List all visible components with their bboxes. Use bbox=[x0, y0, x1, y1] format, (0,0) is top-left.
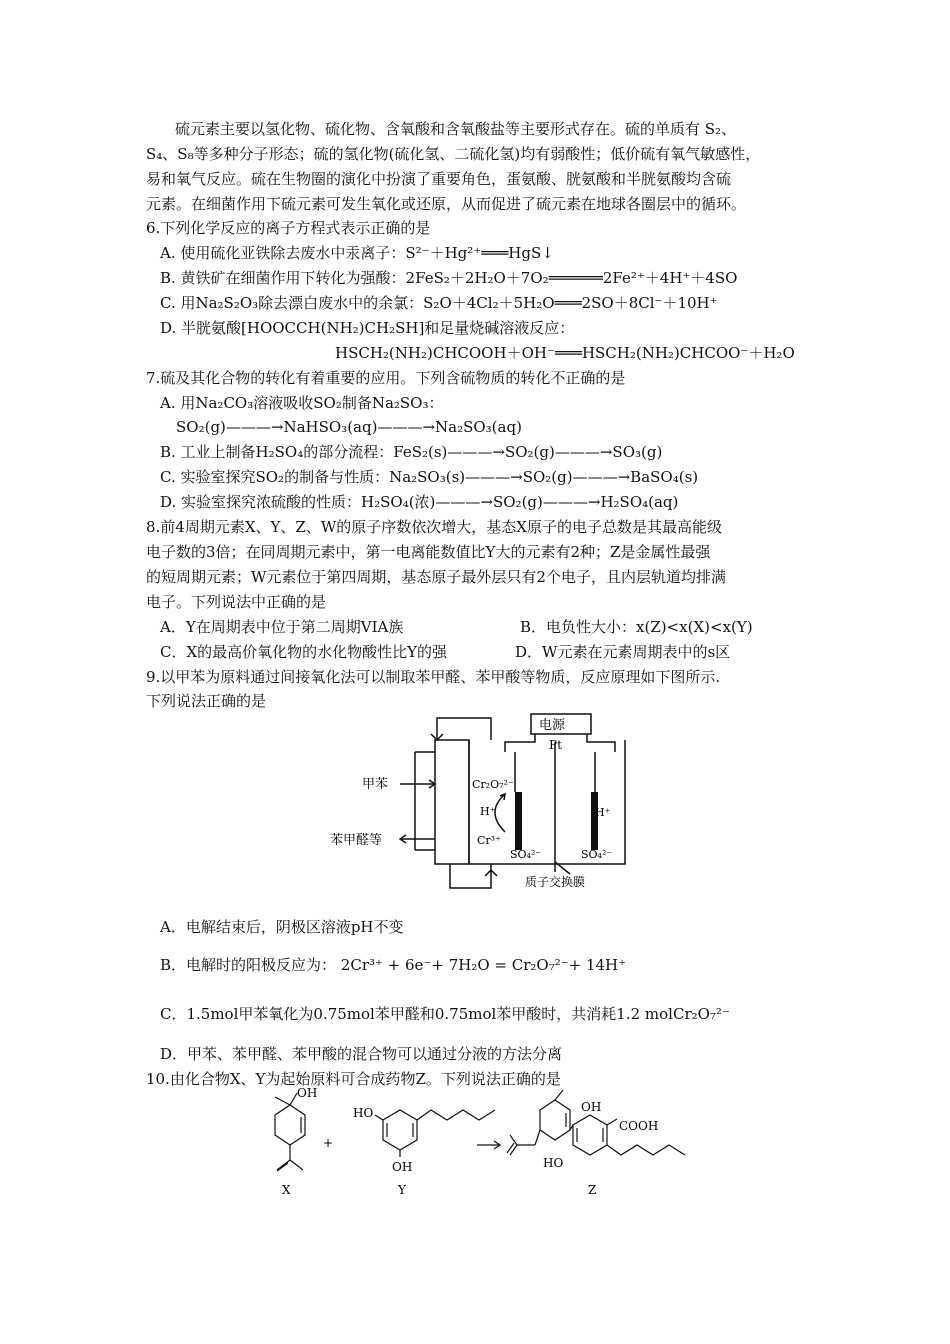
z-oh-label: OH bbox=[581, 1100, 602, 1114]
q8-option-d: D．W元素在元素周期表中的s区 bbox=[515, 643, 731, 661]
z-cooh-label: COOH bbox=[619, 1119, 659, 1133]
y-ho-label: HO bbox=[353, 1106, 374, 1120]
h-right-label: H⁺ bbox=[595, 806, 611, 819]
q7-option-d: D. 实验室探究浓硫酸的性质：H₂SO₄(浓)———→SO₂(g)———→H₂SO₄(aq) bbox=[160, 493, 679, 511]
pt-label: Pt bbox=[549, 738, 562, 752]
q8-stem-2: 电子数的3倍；在同周期元素中，第一电离能数值比Y大的元素有2种；Z是金属性最强 bbox=[146, 543, 711, 561]
q9-option-b: B．电解时的阳极反应为： 2Cr³⁺ + 6e⁻+ 7H₂O = Cr₂O₇²⁻+ 14H⁺ bbox=[160, 956, 627, 974]
benzaldehyde-label: 苯甲醛等 bbox=[330, 833, 383, 848]
h-left-label: H⁺ bbox=[480, 805, 496, 818]
q8-option-a: A．Y在周期表中位于第二周期VIA族 bbox=[160, 618, 404, 636]
z-label: Z bbox=[588, 1183, 597, 1197]
x-label: X bbox=[282, 1183, 291, 1197]
so4-left-label: SO₄²⁻ bbox=[510, 848, 542, 861]
intro-line-2: S₄、S₈等多种分子形态；硫的氢化物(硫化氢、二硫化氢)均有弱酸性；低价硫有氧气敏感性， bbox=[146, 145, 761, 163]
q9-stem-2: 下列说法正确的是 bbox=[146, 692, 267, 710]
x-oh-label: OH bbox=[297, 1086, 318, 1100]
q8-option-b: B．电负性大小：x(Z)<x(X)<x(Y) bbox=[520, 618, 753, 636]
q7-option-b: B. 工业上制备H₂SO₄的部分流程：FeS₂(s)———→SO₂(g)———→SO₃(g) bbox=[160, 443, 663, 461]
cathode-electrode bbox=[591, 792, 598, 850]
q7-stem: 7.硫及其化合物的转化有着重要的应用。下列含硫物质的转化不正确的是 bbox=[146, 369, 626, 387]
q9-option-d: D．甲苯、苯甲醛、苯甲酸的混合物可以通过分液的方法分离 bbox=[160, 1045, 563, 1063]
electrolysis-diagram bbox=[330, 712, 635, 892]
membrane-label: 质子交换膜 bbox=[525, 875, 586, 889]
q6-stem: 6.下列化学反应的离子方程式表示正确的是 bbox=[146, 219, 431, 237]
q6-option-c: C. 用Na₂S₂O₃除去漂白废水中的余氯：S₂O＋4Cl₂＋5H₂O═══2SO＋8Cl⁻＋10H⁺ bbox=[160, 294, 718, 312]
z-ho-label: HO bbox=[543, 1156, 564, 1170]
q8-stem-3: 的短周期元素；W元素位于第四周期，基态原子最外层只有2个电子，且内层轨道均排满 bbox=[146, 568, 726, 586]
cr3-label: Cr³⁺ bbox=[477, 834, 501, 847]
q9-option-c: C．1.5mol甲苯氧化为0.75mol苯甲醛和0.75mol苯甲酸时，共消耗1.2 molCr₂O₇²⁻ bbox=[160, 1005, 730, 1023]
q8-option-c: C．X的最高价氧化物的水化物酸性比Y的强 bbox=[160, 643, 448, 661]
so4-right-label: SO₄²⁻ bbox=[581, 848, 613, 861]
q6-option-d-equation: HSCH₂(NH₂)CHCOOH＋OH⁻═══HSCH₂(NH₂)CHCOO⁻＋H₂O bbox=[335, 344, 795, 362]
anode-electrode bbox=[515, 792, 522, 850]
q7-option-a: A. 用Na₂CO₃溶液吸收SO₂制备Na₂SO₃： bbox=[160, 394, 444, 412]
q9-option-a: A．电解结束后，阴极区溶液pH不变 bbox=[160, 918, 404, 936]
cr2o7-label: Cr₂O₇²⁻ bbox=[472, 778, 514, 791]
reaction-structures bbox=[255, 1085, 695, 1205]
y-oh-label: OH bbox=[392, 1160, 413, 1174]
q7-option-c: C. 实验室探究SO₂的制备与性质：Na₂SO₃(s)———→SO₂(g)———→BaSO₄(s) bbox=[160, 468, 699, 486]
y-label: Y bbox=[398, 1183, 406, 1197]
q9-stem-1: 9.以甲苯为原料通过间接氧化法可以制取苯甲醛、苯甲酸等物质，反应原理如下图所示. bbox=[146, 668, 721, 686]
q6-option-d: D. 半胱氨酸[HOOCCH(NH₂)CH₂SH]和足量烧碱溶液反应： bbox=[160, 319, 575, 337]
q8-stem-1: 8.前4周期元素X、Y、Z、W的原子序数依次增大，基态X原子的电子总数是其最高能级 bbox=[146, 518, 722, 536]
compound-y bbox=[375, 1110, 495, 1157]
power-label: 电源 bbox=[539, 718, 566, 733]
intro-line-3: 易和氧气反应。硫在生物圈的演化中扮演了重要角色，蛋氨酸、胱氨酸和半胱氨酸均含硫 bbox=[146, 170, 732, 188]
plus-sign: + bbox=[323, 1136, 334, 1150]
intro-line-4: 元素。在细菌作用下硫元素可发生氧化或还原，从而促进了硫元素在地球各圈层中的循环。 bbox=[146, 195, 747, 213]
compound-x bbox=[275, 1093, 305, 1171]
q6-option-a: A. 使用硫化亚铁除去废水中汞离子：S²⁻＋Hg²⁺═══HgS↓ bbox=[160, 244, 554, 262]
intro-line-1: 硫元素主要以氢化物、硫化物、含氧酸和含氧酸盐等主要形式存在。硫的单质有 S₂、 bbox=[175, 120, 737, 138]
q8-stem-4: 电子。下列说法中正确的是 bbox=[146, 593, 327, 611]
toluene-label: 甲苯 bbox=[362, 777, 389, 792]
q6-option-b: B. 黄铁矿在细菌作用下转化为强酸：2FeS₂＋2H₂O＋7O₂══════2Fe²⁺＋4H⁺＋4SO bbox=[160, 269, 738, 287]
q7-option-a-equation: SO₂(g)———→NaHSO₃(aq)———→Na₂SO₃(aq) bbox=[176, 418, 522, 436]
q10-stem: 10.由化合物X、Y为起始原料可合成药物Z。下列说法正确的是 bbox=[146, 1070, 561, 1088]
